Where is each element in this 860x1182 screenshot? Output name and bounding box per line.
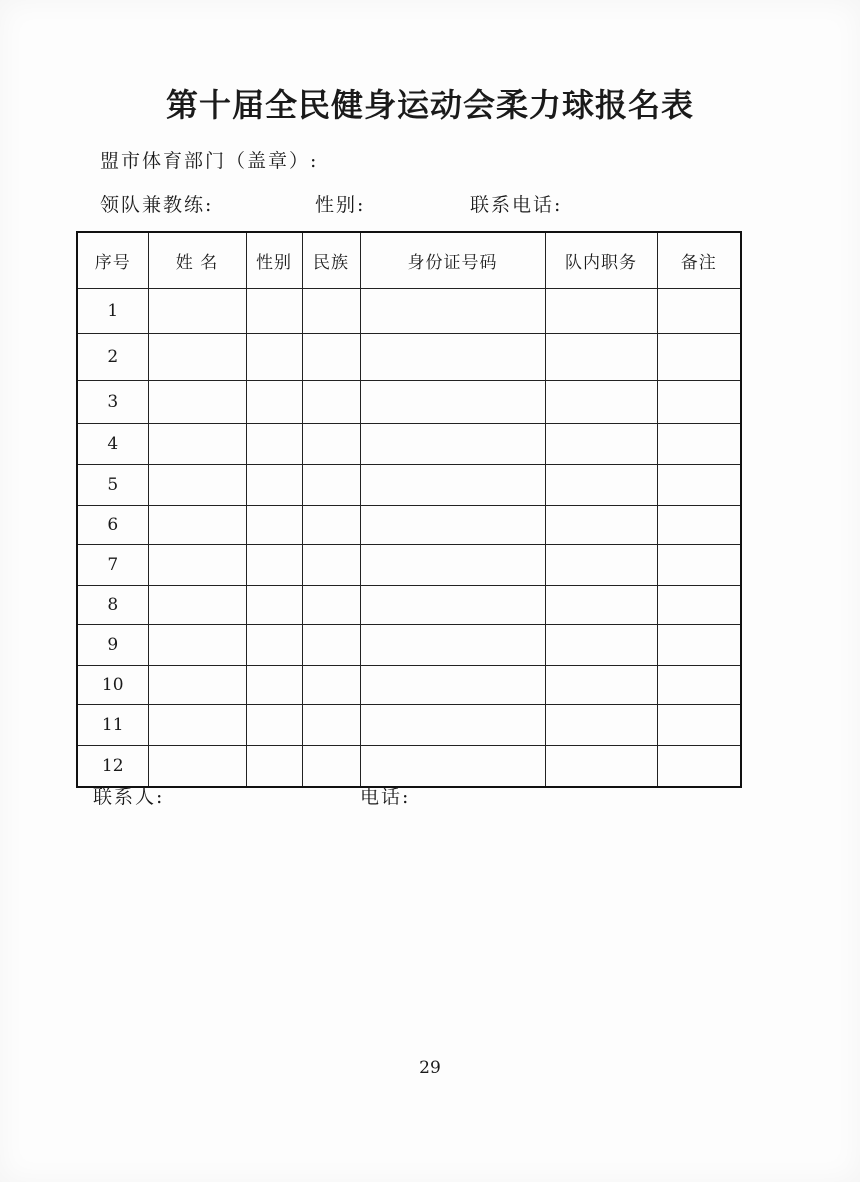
entry-cell[interactable]	[246, 424, 302, 465]
entry-cell[interactable]	[545, 334, 657, 381]
entry-cell[interactable]	[657, 381, 741, 424]
entry-cell[interactable]	[302, 705, 360, 746]
entry-cell[interactable]	[657, 545, 741, 586]
entry-cell[interactable]	[246, 506, 302, 545]
entry-cell[interactable]	[657, 334, 741, 381]
entry-cell[interactable]	[360, 424, 545, 465]
table-header-cell: 姓 名	[148, 232, 246, 289]
row-number: 4	[77, 424, 148, 465]
gender-label: 性别:	[315, 194, 366, 216]
entry-cell[interactable]	[360, 746, 545, 788]
table-header-cell: 序号	[77, 232, 148, 289]
row-number: 5	[77, 465, 148, 506]
entry-cell[interactable]	[148, 545, 246, 586]
page-number: 29	[419, 1058, 441, 1078]
row-number: 11	[77, 705, 148, 746]
entry-cell[interactable]	[148, 506, 246, 545]
contact-phone-label: 联系电话:	[470, 194, 563, 216]
entry-cell[interactable]	[545, 381, 657, 424]
entry-cell[interactable]	[246, 334, 302, 381]
table-row	[77, 666, 741, 705]
entry-cell[interactable]	[302, 334, 360, 381]
entry-cell[interactable]	[360, 465, 545, 506]
entry-cell[interactable]	[302, 381, 360, 424]
table-row	[77, 586, 741, 625]
entry-cell[interactable]	[246, 666, 302, 705]
entry-cell[interactable]	[246, 586, 302, 625]
entry-cell[interactable]	[360, 586, 545, 625]
entry-cell[interactable]	[360, 506, 545, 545]
entry-cell[interactable]	[657, 625, 741, 666]
entry-cell[interactable]	[302, 424, 360, 465]
row-number: 12	[77, 746, 148, 788]
table-row	[77, 705, 741, 746]
row-number: 9	[77, 625, 148, 666]
entry-cell[interactable]	[246, 289, 302, 334]
entry-cell[interactable]	[246, 545, 302, 586]
entry-cell[interactable]	[657, 666, 741, 705]
entry-cell[interactable]	[657, 506, 741, 545]
entry-cell[interactable]	[545, 586, 657, 625]
row-number: 8	[77, 586, 148, 625]
entry-cell[interactable]	[657, 746, 741, 788]
entry-cell[interactable]	[148, 465, 246, 506]
contact-person-label: 联系人:	[93, 786, 165, 808]
entry-cell[interactable]	[545, 545, 657, 586]
entry-cell[interactable]	[545, 746, 657, 788]
entry-cell[interactable]	[360, 381, 545, 424]
row-number: 6	[77, 506, 148, 545]
entry-cell[interactable]	[246, 381, 302, 424]
entry-cell[interactable]	[148, 424, 246, 465]
entry-cell[interactable]	[545, 705, 657, 746]
table-header-cell: 队内职务	[545, 232, 657, 289]
entry-cell[interactable]	[545, 666, 657, 705]
entry-cell[interactable]	[657, 289, 741, 334]
table-row	[77, 424, 741, 465]
entry-cell[interactable]	[148, 381, 246, 424]
entry-cell[interactable]	[545, 625, 657, 666]
table-row	[77, 746, 741, 788]
entry-cell[interactable]	[545, 424, 657, 465]
table-header-cell: 备注	[657, 232, 741, 289]
entry-cell[interactable]	[246, 705, 302, 746]
row-number: 1	[77, 289, 148, 334]
table-header-cell: 身份证号码	[360, 232, 545, 289]
entry-cell[interactable]	[545, 506, 657, 545]
row-number: 10	[77, 666, 148, 705]
dept-stamp-label: 盟市体育部门（盖章）:	[100, 150, 319, 172]
entry-cell[interactable]	[302, 465, 360, 506]
table-row	[77, 289, 741, 334]
entry-cell[interactable]	[148, 289, 246, 334]
row-number: 7	[77, 545, 148, 586]
entry-cell[interactable]	[302, 746, 360, 788]
entry-cell[interactable]	[148, 705, 246, 746]
table-row	[77, 465, 741, 506]
entry-cell[interactable]	[302, 506, 360, 545]
entry-cell[interactable]	[360, 625, 545, 666]
table-row	[77, 545, 741, 586]
table-row	[77, 334, 741, 381]
entry-cell[interactable]	[545, 289, 657, 334]
entry-cell[interactable]	[657, 705, 741, 746]
entry-cell[interactable]	[148, 586, 246, 625]
table-header-cell: 性别	[246, 232, 302, 289]
entry-cell[interactable]	[148, 625, 246, 666]
entry-cell[interactable]	[246, 625, 302, 666]
entry-cell[interactable]	[302, 289, 360, 334]
registration-table	[76, 231, 742, 788]
entry-cell[interactable]	[657, 465, 741, 506]
entry-cell[interactable]	[148, 666, 246, 705]
entry-cell[interactable]	[302, 545, 360, 586]
table-header-cell: 民族	[302, 232, 360, 289]
telephone-label: 电话:	[360, 786, 411, 808]
entry-cell[interactable]	[148, 334, 246, 381]
entry-cell[interactable]	[148, 746, 246, 788]
form-title: 第十届全民健身运动会柔力球报名表	[165, 86, 694, 124]
table-row	[77, 625, 741, 666]
entry-cell[interactable]	[360, 289, 545, 334]
row-number: 3	[77, 381, 148, 424]
entry-cell[interactable]	[360, 666, 545, 705]
entry-cell[interactable]	[302, 586, 360, 625]
entry-cell[interactable]	[360, 334, 545, 381]
entry-cell[interactable]	[246, 746, 302, 788]
entry-cell[interactable]	[302, 666, 360, 705]
entry-cell[interactable]	[545, 465, 657, 506]
entry-cell[interactable]	[360, 545, 545, 586]
entry-cell[interactable]	[657, 424, 741, 465]
table-body	[77, 289, 741, 788]
entry-cell[interactable]	[246, 465, 302, 506]
table-row	[77, 381, 741, 424]
table-row	[77, 506, 741, 545]
entry-cell[interactable]	[302, 625, 360, 666]
leader-coach-label: 领队兼教练:	[100, 194, 214, 216]
table-header-row	[77, 232, 741, 289]
row-number: 2	[77, 334, 148, 381]
entry-cell[interactable]	[360, 705, 545, 746]
entry-cell[interactable]	[657, 586, 741, 625]
